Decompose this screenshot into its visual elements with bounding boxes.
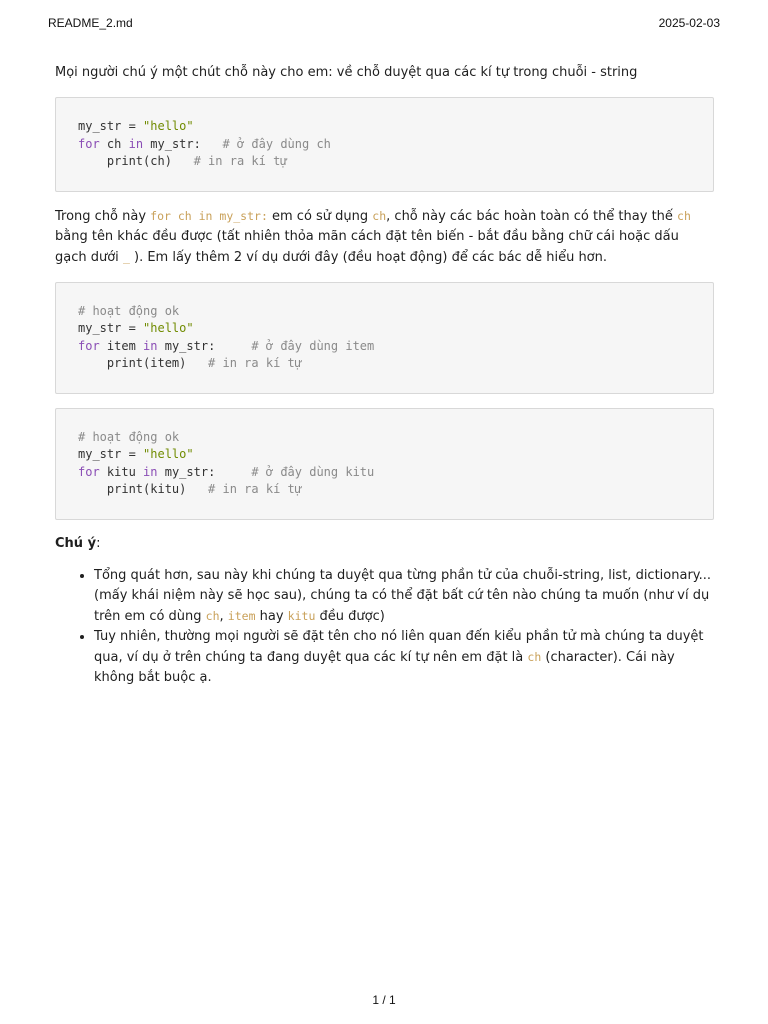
code-line — [78, 320, 691, 338]
code-comment: # hoạt động ok — [78, 303, 180, 318]
explanation-paragraph — [55, 206, 714, 268]
code-keyword: in — [143, 338, 158, 353]
code-text: ch — [99, 136, 129, 151]
code-comment: # in ra kí tự — [208, 356, 302, 370]
code-line — [78, 118, 691, 136]
code-comment: # ở đây dùng kitu — [251, 464, 375, 479]
text: Trong chỗ này — [55, 208, 151, 224]
code-block-kitu — [55, 408, 714, 520]
document-content — [55, 63, 714, 688]
code-comment: # in ra kí tự — [193, 154, 288, 168]
text: bằng tên khác đều được (tất nhiên thỏa mãn cách đặt tên biến - bắt đầu bằng chữ cái hoặc dấu gạch dưới — [55, 228, 679, 265]
code-text: my_str = — [78, 447, 144, 461]
filename-header: README_2.md — [48, 16, 133, 30]
text: , chỗ này các bác hoàn toàn có thể thay thế — [386, 208, 678, 224]
code-text: my_str: — [157, 338, 252, 353]
code-keyword: for — [78, 136, 100, 151]
note-title: Chú ý — [55, 535, 97, 551]
inline-code: for ch in my_str: — [150, 208, 268, 223]
code-comment: # hoạt động ok — [78, 429, 180, 444]
code-line — [78, 338, 691, 356]
code-line — [78, 464, 691, 482]
inline-code: ch — [372, 208, 387, 223]
text: Tổng quát hơn, sau này khi chúng ta duyệt qua từng phần tử của chuỗi-string, list, dictionary... (mấy khái niệm này sẽ học sau), chúng ta có thể đặt bất cứ tên nào chúng ta muốn (như ví dụ trên em có dùng — [94, 567, 712, 624]
text: ). Em lấy thêm 2 ví dụ dưới đây (đều hoạt động) để các bác dễ hiểu hơn. — [129, 249, 608, 265]
code-text: print(kitu) — [78, 482, 209, 496]
code-keyword: in — [143, 464, 158, 479]
inline-code: ch — [205, 608, 220, 623]
code-block-item — [55, 282, 714, 394]
code-text: item — [99, 338, 144, 353]
code-text: my_str: — [143, 136, 223, 151]
code-string: "hello" — [143, 321, 194, 335]
code-comment: # ở đây dùng ch — [222, 136, 331, 151]
date-header: 2025-02-03 — [658, 16, 720, 30]
inline-code: kitu — [287, 608, 316, 623]
text: , — [219, 608, 228, 624]
code-comment: # ở đây dùng item — [251, 338, 375, 353]
notes-list — [55, 566, 714, 688]
code-line — [78, 153, 691, 171]
code-text: my_str = — [78, 321, 144, 335]
code-text: my_str = — [78, 119, 144, 133]
text: Tuy nhiên, thường mọi người sẽ đặt tên cho nó liên quan đến kiểu phần tử mà chúng ta duyệt qua, ví dụ ở trên chúng ta đang duyệt qua các kí tự nên em đặt là — [94, 628, 704, 665]
code-string: "hello" — [143, 119, 194, 133]
code-line — [78, 481, 691, 499]
code-line — [78, 355, 691, 373]
code-comment: # in ra kí tự — [208, 482, 302, 496]
intro-paragraph: Mọi người chú ý một chút chỗ này cho em: về chỗ duyệt qua các kí tự trong chuỗi - string — [55, 65, 638, 80]
list-item — [94, 627, 714, 688]
code-line — [78, 136, 691, 154]
text: đều được) — [315, 608, 385, 624]
inline-code: item — [227, 608, 256, 623]
text: em có sử dụng — [267, 208, 373, 224]
code-text: print(ch) — [78, 154, 194, 168]
text: (character). Cái này không bắt buộc ạ. — [94, 649, 675, 685]
code-text: my_str: — [157, 464, 252, 479]
text: hay — [255, 608, 288, 624]
code-block-ch — [55, 97, 714, 192]
code-line — [78, 429, 691, 447]
list-item — [94, 566, 714, 627]
inline-code: ch — [527, 649, 542, 664]
code-line — [78, 446, 691, 464]
code-string: "hello" — [143, 447, 194, 461]
code-text: kitu — [99, 464, 144, 479]
note-heading — [55, 534, 714, 554]
page-number: 1 / 1 — [372, 993, 396, 1007]
note-colon: : — [96, 535, 101, 551]
code-text: print(item) — [78, 356, 209, 370]
code-line — [78, 303, 691, 321]
code-keyword: for — [78, 464, 100, 479]
inline-code: ch — [677, 208, 691, 223]
code-keyword: for — [78, 338, 100, 353]
code-keyword: in — [128, 136, 144, 151]
inline-code: _ — [122, 249, 130, 264]
